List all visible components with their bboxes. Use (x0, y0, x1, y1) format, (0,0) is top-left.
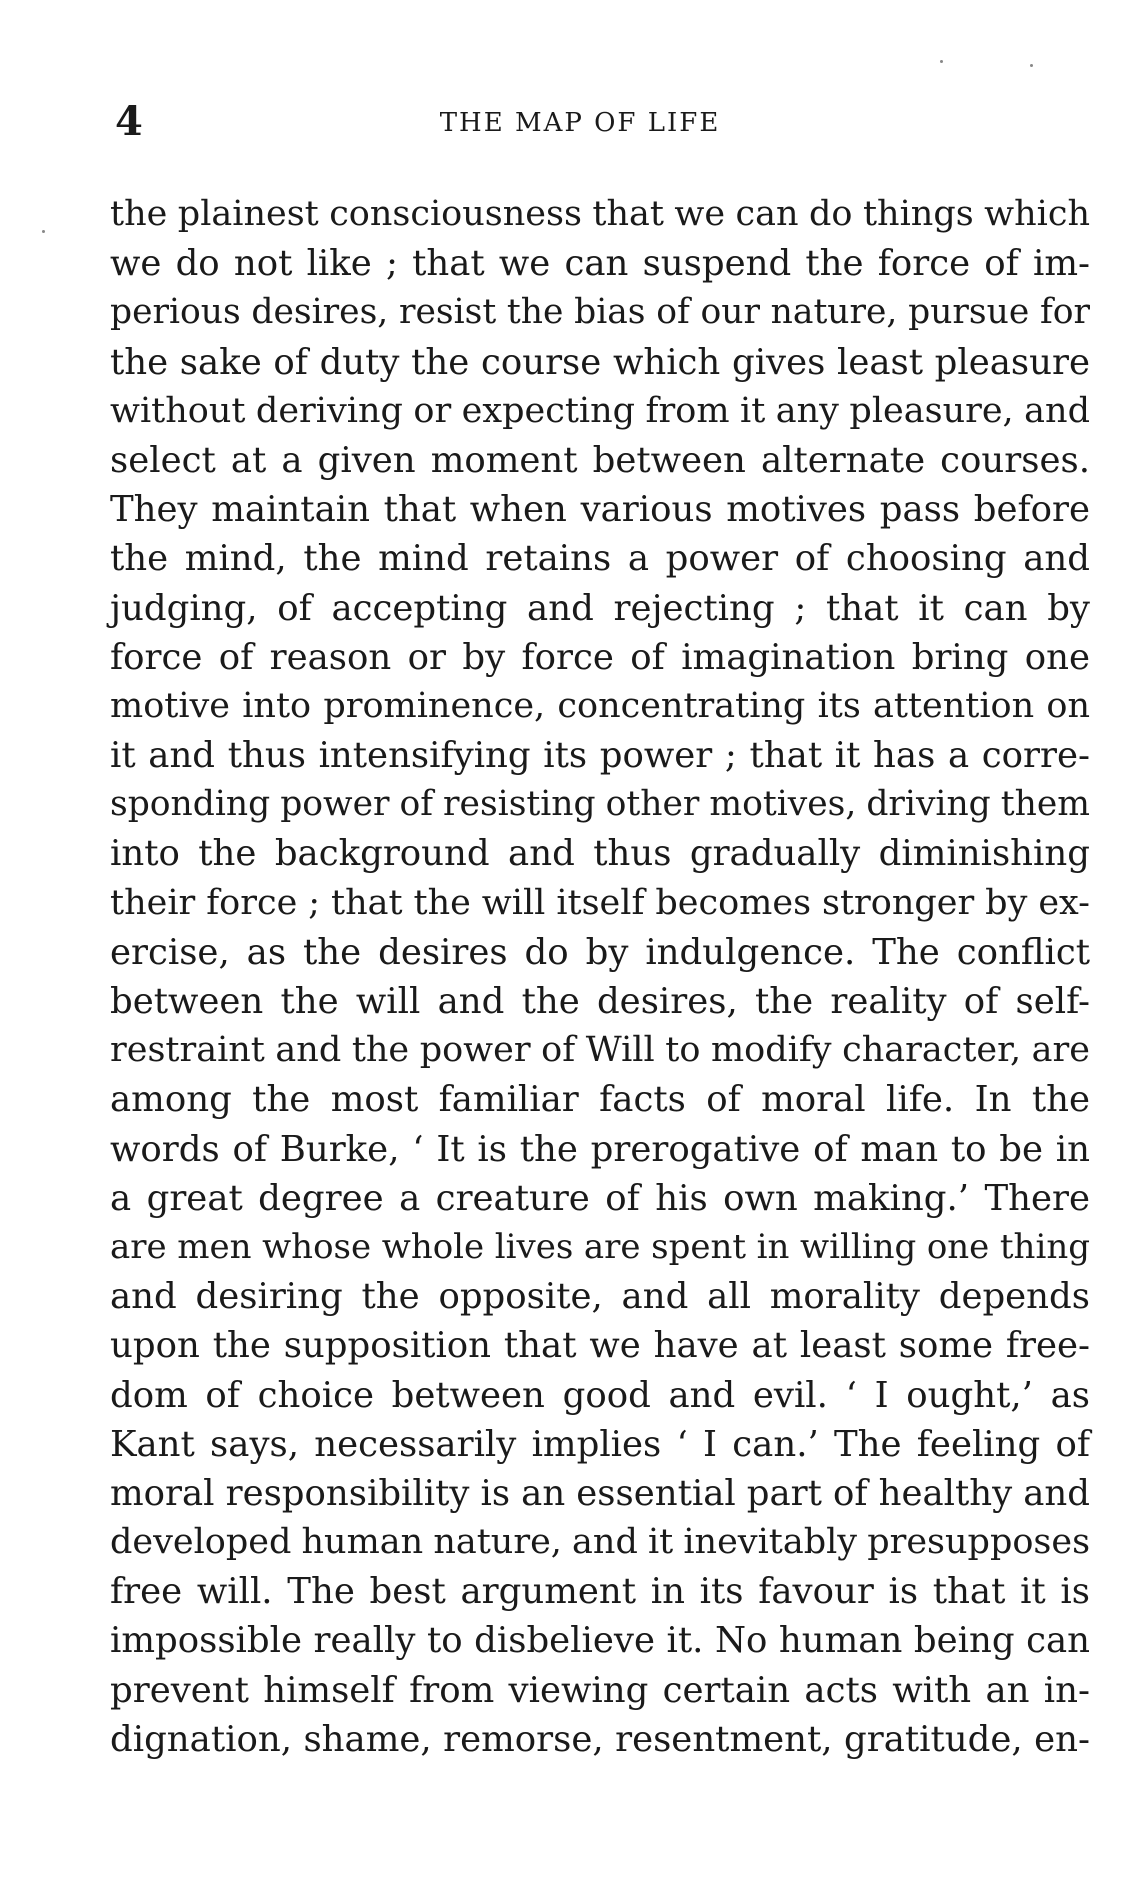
text-line: between the will and the desires, the reality of self- (110, 981, 1090, 1022)
text-line: a great degree a creature of his own making.’ There (110, 1177, 1090, 1219)
paper-speck (42, 230, 45, 233)
text-line: are men whose whole lives are spent in willing one thing (110, 1226, 1090, 1267)
text-line: free will. The best argument in its favour is that it is (110, 1571, 1090, 1613)
text-line: judging, of accepting and rejecting ; that it can by (110, 587, 1090, 629)
paper-speck (940, 60, 943, 63)
text-line: select at a given moment between alternate courses. (110, 439, 1090, 481)
text-line: motive into prominence, concentrating its attention on (110, 685, 1090, 726)
text-line: moral responsibility is an essential part of healthy and (110, 1472, 1090, 1514)
page-number: 4 (115, 98, 143, 145)
text-line: dom of choice between good and evil. ‘ I ought,’ as (110, 1374, 1090, 1416)
text-line: Kant says, necessarily implies ‘ I can.’ The feeling of (110, 1423, 1090, 1465)
text-line: restraint and the power of Will to modify character, are (110, 1030, 1090, 1071)
text-line: upon the supposition that we have at least some free- (110, 1325, 1090, 1367)
text-line: perious desires, resist the bias of our nature, pursue for (110, 292, 1090, 333)
text-line: ercise, as the desires do by indulgence. The conflict (110, 931, 1090, 973)
text-line: words of Burke, ‘ It is the prerogative of man to be in (110, 1128, 1090, 1170)
text-line: impossible really to disbelieve it. No human being can (110, 1620, 1090, 1662)
text-line: developed human nature, and it inevitably presupposes (110, 1522, 1091, 1563)
text-line: dignation, shame, remorse, resentment, gratitude, en- (110, 1718, 1090, 1760)
running-title: THE MAP OF LIFE (439, 108, 721, 138)
body-paragraph (110, 190, 1090, 1764)
text-line: force of reason or by force of imagination bring one (110, 636, 1090, 678)
text-line: we do not like ; that we can suspend the force of im- (110, 243, 1090, 285)
text-line: it and thus intensifying its power ; that it has a corre- (110, 735, 1090, 777)
paper-speck (1030, 64, 1033, 67)
text-line: into the background and thus gradually diminishing (110, 833, 1090, 875)
text-line: among the most familiar facts of moral life. In the (110, 1079, 1090, 1121)
text-line: sponding power of resisting other motives, driving them (110, 784, 1090, 825)
text-line: the sake of duty the course which gives least pleasure (110, 341, 1090, 383)
text-line: without deriving or expecting from it any pleasure, and (110, 390, 1090, 431)
text-line: their force ; that the will itself becomes stronger by ex- (110, 882, 1090, 923)
text-line: and desiring the opposite, and all morality depends (110, 1276, 1090, 1318)
text-line: the mind, the mind retains a power of choosing and (110, 538, 1090, 580)
text-line: the plainest consciousness that we can do things which (110, 194, 1090, 234)
text-line: prevent himself from viewing certain acts with an in- (110, 1669, 1090, 1711)
text-line: They maintain that when various motives pass before (110, 489, 1090, 531)
